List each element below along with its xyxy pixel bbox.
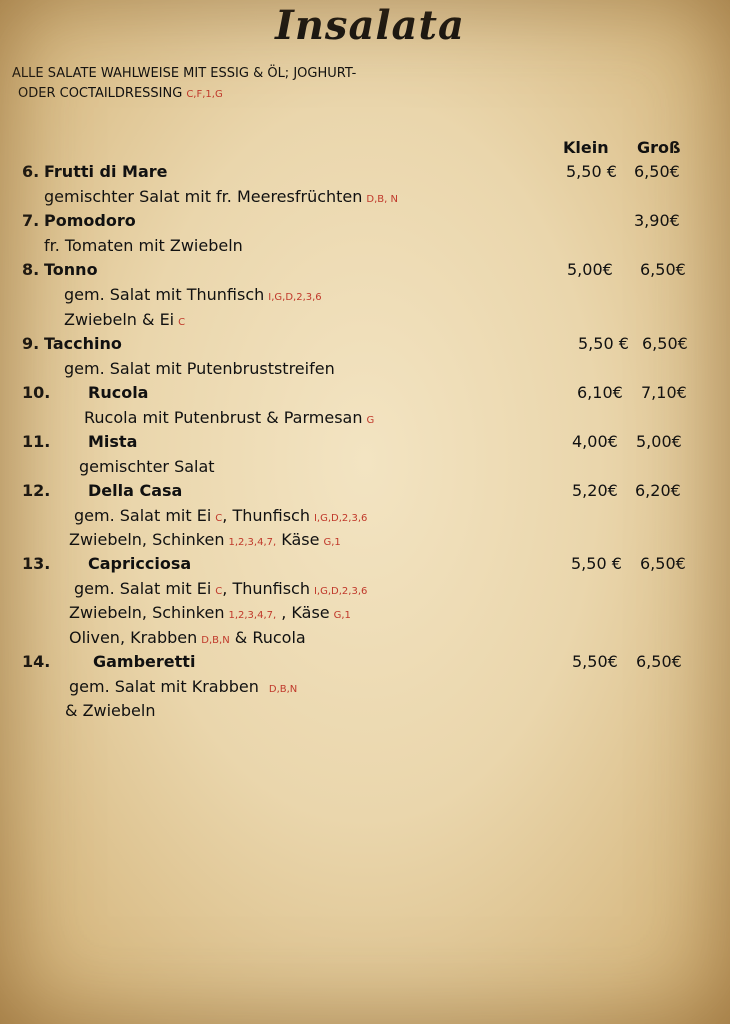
page-title: Insalata	[275, 2, 465, 49]
description-text: Oliven, Krabben	[69, 628, 198, 647]
item-number: 8.	[22, 260, 40, 279]
item-description	[64, 285, 322, 304]
price-small: 5,50 €	[578, 334, 629, 353]
item-number: 13.	[22, 554, 51, 573]
item-number: 6.	[22, 162, 40, 181]
price-large: 6,50€	[634, 162, 680, 181]
item-description: gemischter Salat	[79, 457, 215, 476]
description-text: Zwiebeln, Schinken	[69, 603, 225, 622]
price-large: 6,50€	[636, 652, 682, 671]
item-name: Mista	[88, 432, 138, 451]
allergen-codes: D,B,N	[268, 684, 298, 695]
item-name: Tacchino	[44, 334, 122, 353]
description-text: gemischter Salat mit fr. Meeresfrüchten	[44, 187, 363, 206]
price-large: 6,50€	[640, 260, 686, 279]
allergen-codes: G,1	[333, 610, 351, 621]
item-number: 10.	[22, 383, 51, 402]
item-name: Capricciosa	[88, 554, 192, 573]
description-text: gem. Salat mit Krabben	[69, 677, 259, 696]
item-description	[69, 530, 341, 549]
allergen-codes: G	[366, 415, 375, 426]
price-large: 6,50€	[642, 334, 688, 353]
item-name: Rucola	[88, 383, 149, 402]
column-header-large: Groß	[637, 138, 681, 157]
column-header-small: Klein	[563, 138, 609, 157]
price-large: 6,50€	[640, 554, 686, 573]
allergen-codes: C,F,1,G	[186, 89, 223, 100]
item-description: & Zwiebeln	[65, 701, 156, 720]
allergen-codes: I,G,D,2,3,6	[313, 513, 368, 524]
item-description	[69, 628, 306, 647]
description-text: Rucola mit Putenbrust & Parmesan	[84, 408, 363, 427]
item-name: Tonno	[44, 260, 98, 279]
item-description	[44, 187, 398, 206]
description-text: , Käse	[276, 603, 330, 622]
item-name: Pomodoro	[44, 211, 136, 230]
allergen-codes: 1,2,3,4,7,	[228, 537, 277, 548]
item-name: Frutti di Mare	[44, 162, 168, 181]
dressing-note-line2	[12, 84, 356, 105]
allergen-codes: I,G,D,2,3,6	[313, 586, 368, 597]
item-name: Della Casa	[88, 481, 183, 500]
price-large: 7,10€	[641, 383, 687, 402]
item-number: 12.	[22, 481, 51, 500]
description-text: gem. Salat mit Ei	[74, 579, 212, 598]
item-description	[69, 603, 351, 622]
description-text: Zwiebeln & Ei	[64, 310, 175, 329]
item-number: 11.	[22, 432, 51, 451]
item-description	[69, 677, 297, 696]
allergen-codes: 1,2,3,4,7,	[228, 610, 277, 621]
allergen-codes: D,B, N	[366, 194, 398, 205]
description-text: & Rucola	[229, 628, 306, 647]
price-large: 5,00€	[636, 432, 682, 451]
allergen-codes: C	[215, 513, 223, 524]
dressing-note-text: ODER COCTAILDRESSING	[18, 86, 183, 101]
price-small: 4,00€	[572, 432, 618, 451]
allergen-codes: I,G,D,2,3,6	[268, 292, 322, 303]
item-number: 7.	[22, 211, 40, 230]
item-description	[64, 310, 185, 329]
price-large: 3,90€	[634, 211, 680, 230]
item-description	[74, 506, 367, 525]
price-small: 5,50 €	[566, 162, 617, 181]
item-description	[74, 579, 367, 598]
item-description	[84, 408, 374, 427]
price-small: 5,50 €	[571, 554, 622, 573]
allergen-codes: D,B,N	[201, 635, 230, 646]
price-small: 5,50€	[572, 652, 618, 671]
description-text: gem. Salat mit Ei	[74, 506, 212, 525]
allergen-codes: C	[215, 586, 223, 597]
allergen-codes: G,1	[323, 537, 341, 548]
allergen-codes: C	[178, 317, 186, 328]
description-text: Käse	[276, 530, 320, 549]
item-description: fr. Tomaten mit Zwiebeln	[44, 236, 243, 255]
description-text: gem. Salat mit Thunfisch	[64, 285, 265, 304]
dressing-note	[12, 64, 356, 105]
price-small: 5,20€	[572, 481, 618, 500]
price-small: 5,00€	[567, 260, 613, 279]
description-text: , Thunfisch	[222, 506, 310, 525]
item-number: 9.	[22, 334, 40, 353]
description-text: Zwiebeln, Schinken	[69, 530, 225, 549]
item-number: 14.	[22, 652, 51, 671]
price-small: 6,10€	[577, 383, 623, 402]
price-large: 6,20€	[635, 481, 681, 500]
item-name: Gamberetti	[93, 652, 196, 671]
dressing-note-line1: ALLE SALATE WAHLWEISE MIT ESSIG & ÖL; JOGHURT-	[12, 66, 357, 81]
item-description: gem. Salat mit Putenbruststreifen	[64, 359, 335, 378]
description-text: , Thunfisch	[222, 579, 310, 598]
